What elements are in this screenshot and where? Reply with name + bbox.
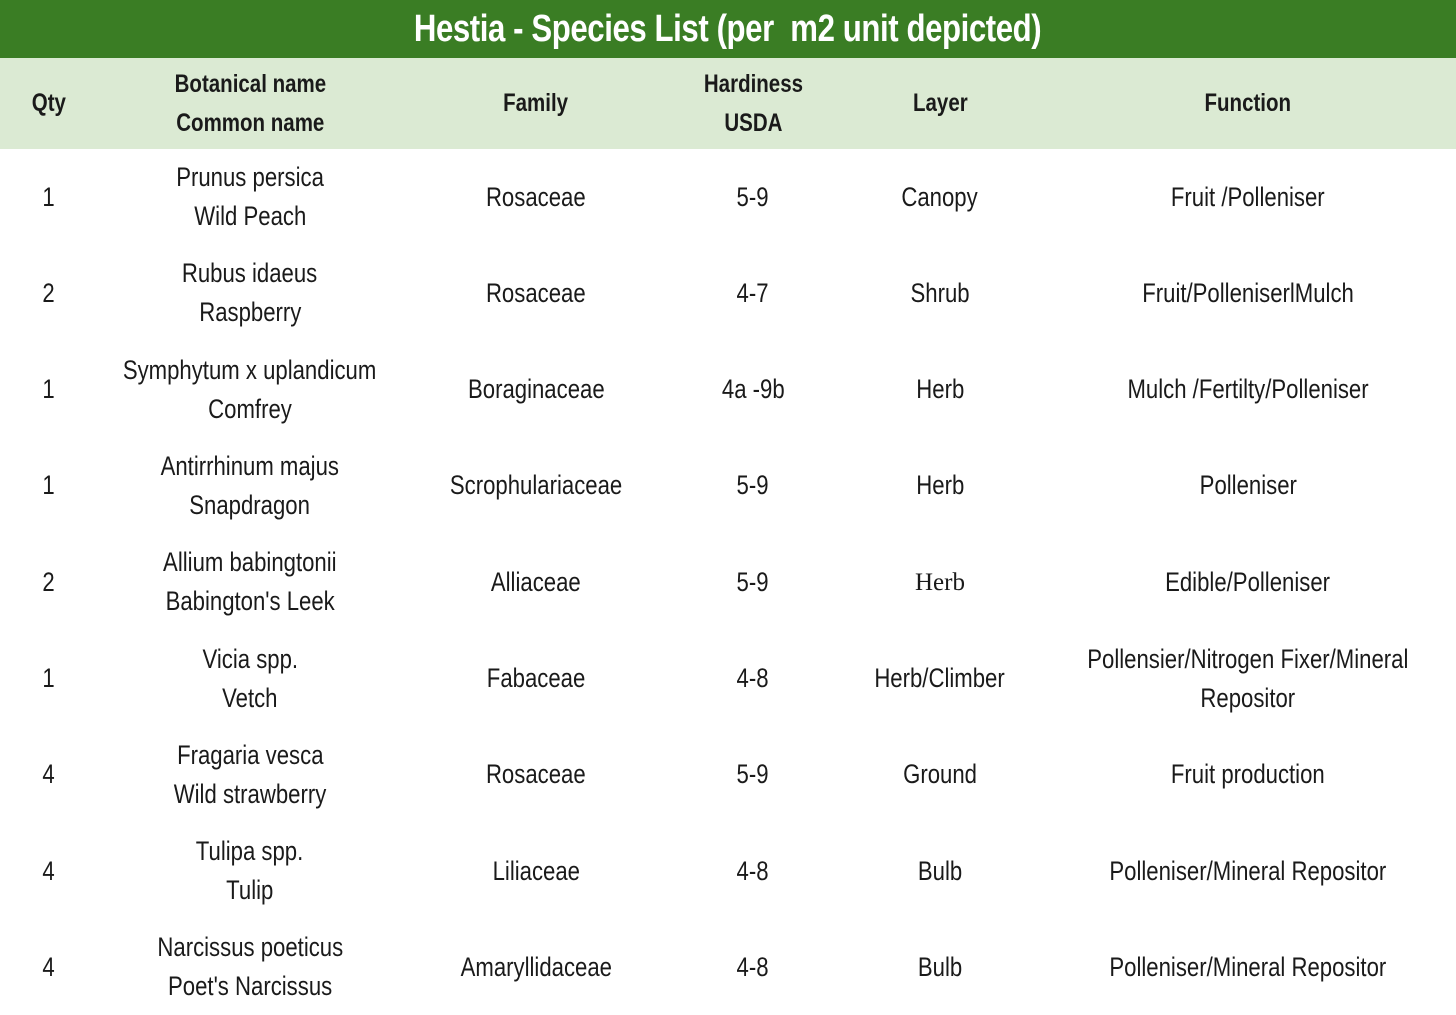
cell-function bbox=[1048, 245, 1448, 341]
common-name: Wild Peach bbox=[194, 201, 306, 231]
hardiness-value: 4-7 bbox=[736, 277, 770, 308]
common-name: Comfrey bbox=[208, 393, 292, 424]
botanical-name: Prunus persica bbox=[176, 162, 324, 192]
cell-family bbox=[420, 534, 652, 630]
qty-value: 1 bbox=[42, 470, 56, 501]
header-layer bbox=[840, 58, 1040, 149]
header-name bbox=[100, 58, 400, 149]
cell-name bbox=[100, 727, 400, 823]
table-row bbox=[0, 823, 1456, 919]
cell-function bbox=[1048, 438, 1448, 534]
family-value: Fabaceae bbox=[486, 663, 586, 693]
cell-qty bbox=[0, 727, 98, 823]
cell-name bbox=[100, 631, 400, 727]
header-layer-label: Layer bbox=[912, 89, 968, 117]
family-value: Boraginaceae bbox=[467, 374, 605, 405]
cell-hardiness bbox=[660, 919, 846, 1015]
cell-qty bbox=[0, 342, 98, 438]
table-row bbox=[0, 727, 1456, 823]
cell-family bbox=[420, 727, 652, 823]
qty-value: 2 bbox=[42, 277, 56, 308]
qty-value: 1 bbox=[42, 374, 56, 405]
header-qty bbox=[0, 58, 98, 149]
cell-family bbox=[420, 919, 652, 1015]
botanical-name: Tulipa spp. bbox=[196, 836, 304, 867]
cell-family bbox=[420, 245, 652, 341]
cell-qty bbox=[0, 245, 98, 341]
family-value: Rosaceae bbox=[486, 181, 586, 212]
hardiness-value: 4-8 bbox=[736, 663, 770, 693]
cell-family bbox=[420, 823, 652, 919]
cell-name bbox=[100, 149, 400, 245]
cell-qty bbox=[0, 919, 98, 1015]
family-value: Liliaceae bbox=[492, 855, 580, 886]
table-body bbox=[0, 149, 1456, 1014]
layer-value: Bulb bbox=[917, 951, 963, 982]
hardiness-value: 4-8 bbox=[736, 951, 770, 982]
hardiness-value: 4a -9b bbox=[721, 374, 785, 405]
function-value: Fruit /Polleniser bbox=[1171, 181, 1325, 212]
header-hardiness-label: Hardiness bbox=[703, 69, 803, 98]
function-value: Fruit/PolleniserlMulch bbox=[1142, 277, 1354, 308]
layer-value: Herb bbox=[916, 470, 964, 501]
botanical-name: Allium babingtonii bbox=[163, 547, 337, 578]
cell-family bbox=[420, 438, 652, 534]
cell-family bbox=[420, 149, 652, 245]
function-value: Fruit production bbox=[1171, 759, 1325, 790]
cell-hardiness bbox=[660, 149, 846, 245]
cell-function bbox=[1048, 342, 1448, 438]
cell-qty bbox=[0, 149, 98, 245]
cell-function bbox=[1048, 534, 1448, 630]
botanical-name: Vicia spp. bbox=[202, 643, 298, 674]
cell-qty bbox=[0, 534, 98, 630]
cell-function bbox=[1048, 727, 1448, 823]
cell-function bbox=[1048, 149, 1448, 245]
table-row bbox=[0, 919, 1456, 1015]
table-row bbox=[0, 438, 1456, 534]
cell-name bbox=[100, 438, 400, 534]
cell-hardiness bbox=[660, 631, 846, 727]
cell-hardiness bbox=[660, 342, 846, 438]
function-value: Mulch /Fertilty/Polleniser bbox=[1127, 374, 1369, 405]
page-title: Hestia - Species List (per m2 unit depicted) bbox=[414, 7, 1042, 50]
layer-value: Shrub bbox=[910, 277, 970, 308]
cell-hardiness bbox=[660, 727, 846, 823]
botanical-name: Fragaria vesca bbox=[176, 739, 324, 770]
common-name: Vetch bbox=[222, 682, 278, 713]
family-value: Rosaceae bbox=[486, 277, 586, 308]
common-name: Wild strawberry bbox=[173, 778, 327, 809]
header-usda-label: USDA bbox=[723, 108, 783, 137]
table-row bbox=[0, 245, 1456, 341]
cell-function bbox=[1048, 631, 1448, 727]
header-botanical-name-label: Botanical name bbox=[174, 69, 326, 98]
cell-layer bbox=[840, 919, 1040, 1015]
layer-value: Bulb bbox=[917, 855, 963, 886]
table-row bbox=[0, 149, 1456, 245]
cell-layer bbox=[840, 823, 1040, 919]
header-qty-label: Qty bbox=[31, 89, 67, 117]
qty-value: 4 bbox=[42, 855, 56, 886]
cell-family bbox=[420, 631, 652, 727]
function-value: Polleniser bbox=[1199, 470, 1297, 501]
common-name: Snapdragon bbox=[189, 489, 311, 520]
function-value: Pollensier/Nitrogen Fixer/Mineral bbox=[1087, 643, 1409, 674]
layer-value: Herb bbox=[916, 374, 964, 405]
table-header-row bbox=[0, 58, 1456, 149]
cell-function bbox=[1048, 919, 1448, 1015]
cell-name bbox=[100, 245, 400, 341]
header-common-name-label: Common name bbox=[175, 108, 325, 137]
hardiness-value: 4-8 bbox=[736, 855, 770, 886]
cell-layer bbox=[840, 631, 1040, 727]
cell-family bbox=[420, 342, 652, 438]
header-hardiness bbox=[660, 58, 846, 149]
cell-qty bbox=[0, 823, 98, 919]
cell-layer bbox=[840, 438, 1040, 534]
layer-value: Herb/Climber bbox=[874, 663, 1006, 693]
family-value: Amaryllidaceae bbox=[460, 951, 612, 982]
table-row bbox=[0, 631, 1456, 727]
cell-layer bbox=[840, 727, 1040, 823]
family-value: Alliaceae bbox=[491, 566, 581, 597]
hardiness-value: 5-9 bbox=[736, 759, 770, 790]
common-name: Babington's Leek bbox=[165, 586, 335, 617]
cell-hardiness bbox=[660, 438, 846, 534]
function-value: Polleniser/Mineral Repositor bbox=[1109, 951, 1387, 982]
layer-value: Herb bbox=[915, 568, 965, 596]
cell-name bbox=[100, 823, 400, 919]
header-family-label: Family bbox=[503, 89, 569, 117]
qty-value: 1 bbox=[42, 663, 56, 693]
cell-qty bbox=[0, 631, 98, 727]
cell-hardiness bbox=[660, 245, 846, 341]
qty-value: 4 bbox=[42, 759, 56, 790]
header-function-label: Function bbox=[1204, 89, 1292, 117]
table-row bbox=[0, 534, 1456, 630]
cell-function bbox=[1048, 823, 1448, 919]
cell-layer bbox=[840, 149, 1040, 245]
cell-layer bbox=[840, 534, 1040, 630]
family-value: Rosaceae bbox=[486, 759, 586, 790]
layer-value: Canopy bbox=[901, 181, 979, 212]
cell-layer bbox=[840, 245, 1040, 341]
botanical-name: Narcissus poeticus bbox=[157, 932, 343, 963]
botanical-name: Rubus idaeus bbox=[182, 258, 318, 289]
cell-name bbox=[100, 919, 400, 1015]
function-value: Polleniser/Mineral Repositor bbox=[1109, 855, 1387, 886]
cell-name bbox=[100, 534, 400, 630]
function-value: Edible/Polleniser bbox=[1165, 566, 1331, 597]
header-family bbox=[420, 58, 652, 149]
cell-layer bbox=[840, 342, 1040, 438]
hardiness-value: 5-9 bbox=[736, 566, 770, 597]
common-name: Tulip bbox=[226, 875, 274, 906]
hardiness-value: 5-9 bbox=[736, 470, 770, 501]
family-value: Scrophulariaceae bbox=[449, 470, 623, 501]
qty-value: 2 bbox=[42, 566, 56, 597]
cell-qty bbox=[0, 438, 98, 534]
title-bar bbox=[0, 0, 1456, 58]
qty-value: 1 bbox=[42, 181, 56, 212]
cell-hardiness bbox=[660, 534, 846, 630]
header-function bbox=[1048, 58, 1448, 149]
cell-hardiness bbox=[660, 823, 846, 919]
layer-value: Ground bbox=[903, 759, 977, 790]
function-value-line2: Repositor bbox=[1200, 682, 1296, 713]
common-name: Raspberry bbox=[198, 297, 302, 328]
table-row bbox=[0, 342, 1456, 438]
cell-name bbox=[100, 342, 400, 438]
botanical-name: Symphytum x uplandicum bbox=[123, 354, 377, 385]
qty-value: 4 bbox=[42, 951, 56, 982]
common-name: Poet's Narcissus bbox=[167, 971, 333, 1002]
botanical-name: Antirrhinum majus bbox=[160, 450, 340, 481]
hardiness-value: 5-9 bbox=[736, 181, 770, 212]
